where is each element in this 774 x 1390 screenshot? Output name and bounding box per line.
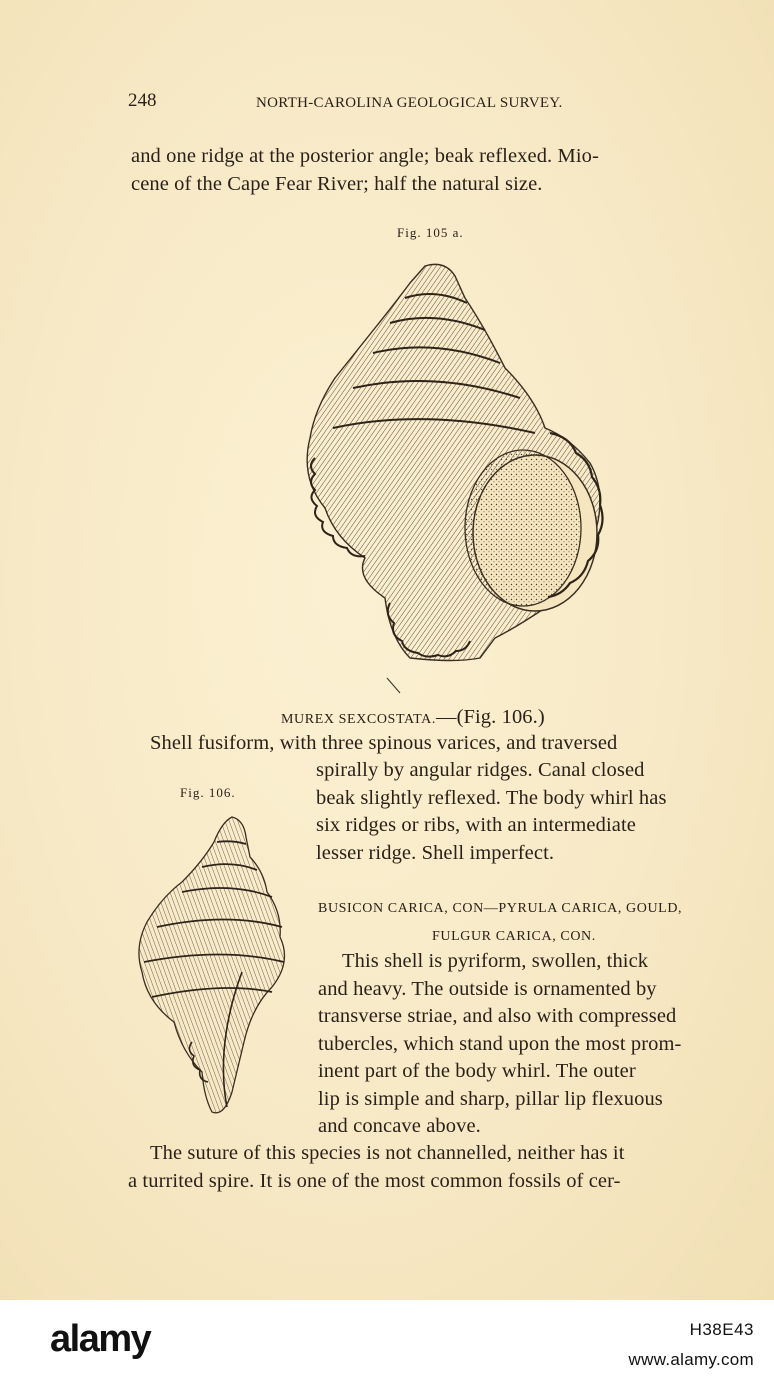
figure-caption: Fig. 106. <box>180 785 236 800</box>
species-heading <box>281 706 545 729</box>
text-line: transverse striae, and also with compressed <box>318 1005 677 1027</box>
page-number: 248 <box>128 90 157 111</box>
text-line: This shell is pyriform, swollen, thick <box>342 950 649 972</box>
text-line: The suture of this species is not channelled, neither has it <box>150 1142 625 1164</box>
text-line: and one ridge at the posterior angle; beak reflexed. Mio- <box>131 145 599 167</box>
site-url: www.alamy.com <box>628 1350 754 1369</box>
text-line: beak slightly reflexed. The body whirl has <box>316 787 667 809</box>
text-line: lip is simple and sharp, pillar lip flexuous <box>318 1088 663 1110</box>
text-line: tubercles, which stand upon the most prom- <box>318 1033 682 1055</box>
figure-caption: Fig. 105 a. <box>397 225 464 240</box>
text-line: cene of the Cape Fear River; half the natural size. <box>131 173 543 195</box>
text-line: six ridges or ribs, with an intermediate <box>316 814 636 836</box>
text-line: Shell fusiform, with three spinous varices, and traversed <box>150 732 618 754</box>
text-line: a turrited spire. It is one of the most common fossils of cer- <box>128 1170 621 1192</box>
species-heading-continued: FULGUR CARICA, CON. <box>432 929 596 944</box>
figure-106-shell-illustration <box>132 812 297 1127</box>
text-line: and concave above. <box>318 1115 481 1137</box>
image-id: H38E43 <box>689 1320 754 1339</box>
species-heading: BUSICON CARICA, CON—PYRULA CARICA, GOULD, <box>318 901 683 916</box>
text-line: and heavy. The outside is ornamented by <box>318 978 657 1000</box>
species-name: MUREX SEXCOSTATA. <box>281 712 436 727</box>
alamy-logo: alamy <box>50 1318 151 1360</box>
species-figure-ref: —(Fig. 106.) <box>435 706 545 728</box>
running-title: NORTH-CAROLINA GEOLOGICAL SURVEY. <box>256 95 563 111</box>
text-line: inent part of the body whirl. The outer <box>318 1060 636 1082</box>
text-line: spirally by angular ridges. Canal closed <box>316 759 645 781</box>
text-line: lesser ridge. Shell imperfect. <box>316 842 555 864</box>
watermark-footer <box>0 1300 774 1390</box>
figure-105a-shell-illustration <box>295 258 615 698</box>
